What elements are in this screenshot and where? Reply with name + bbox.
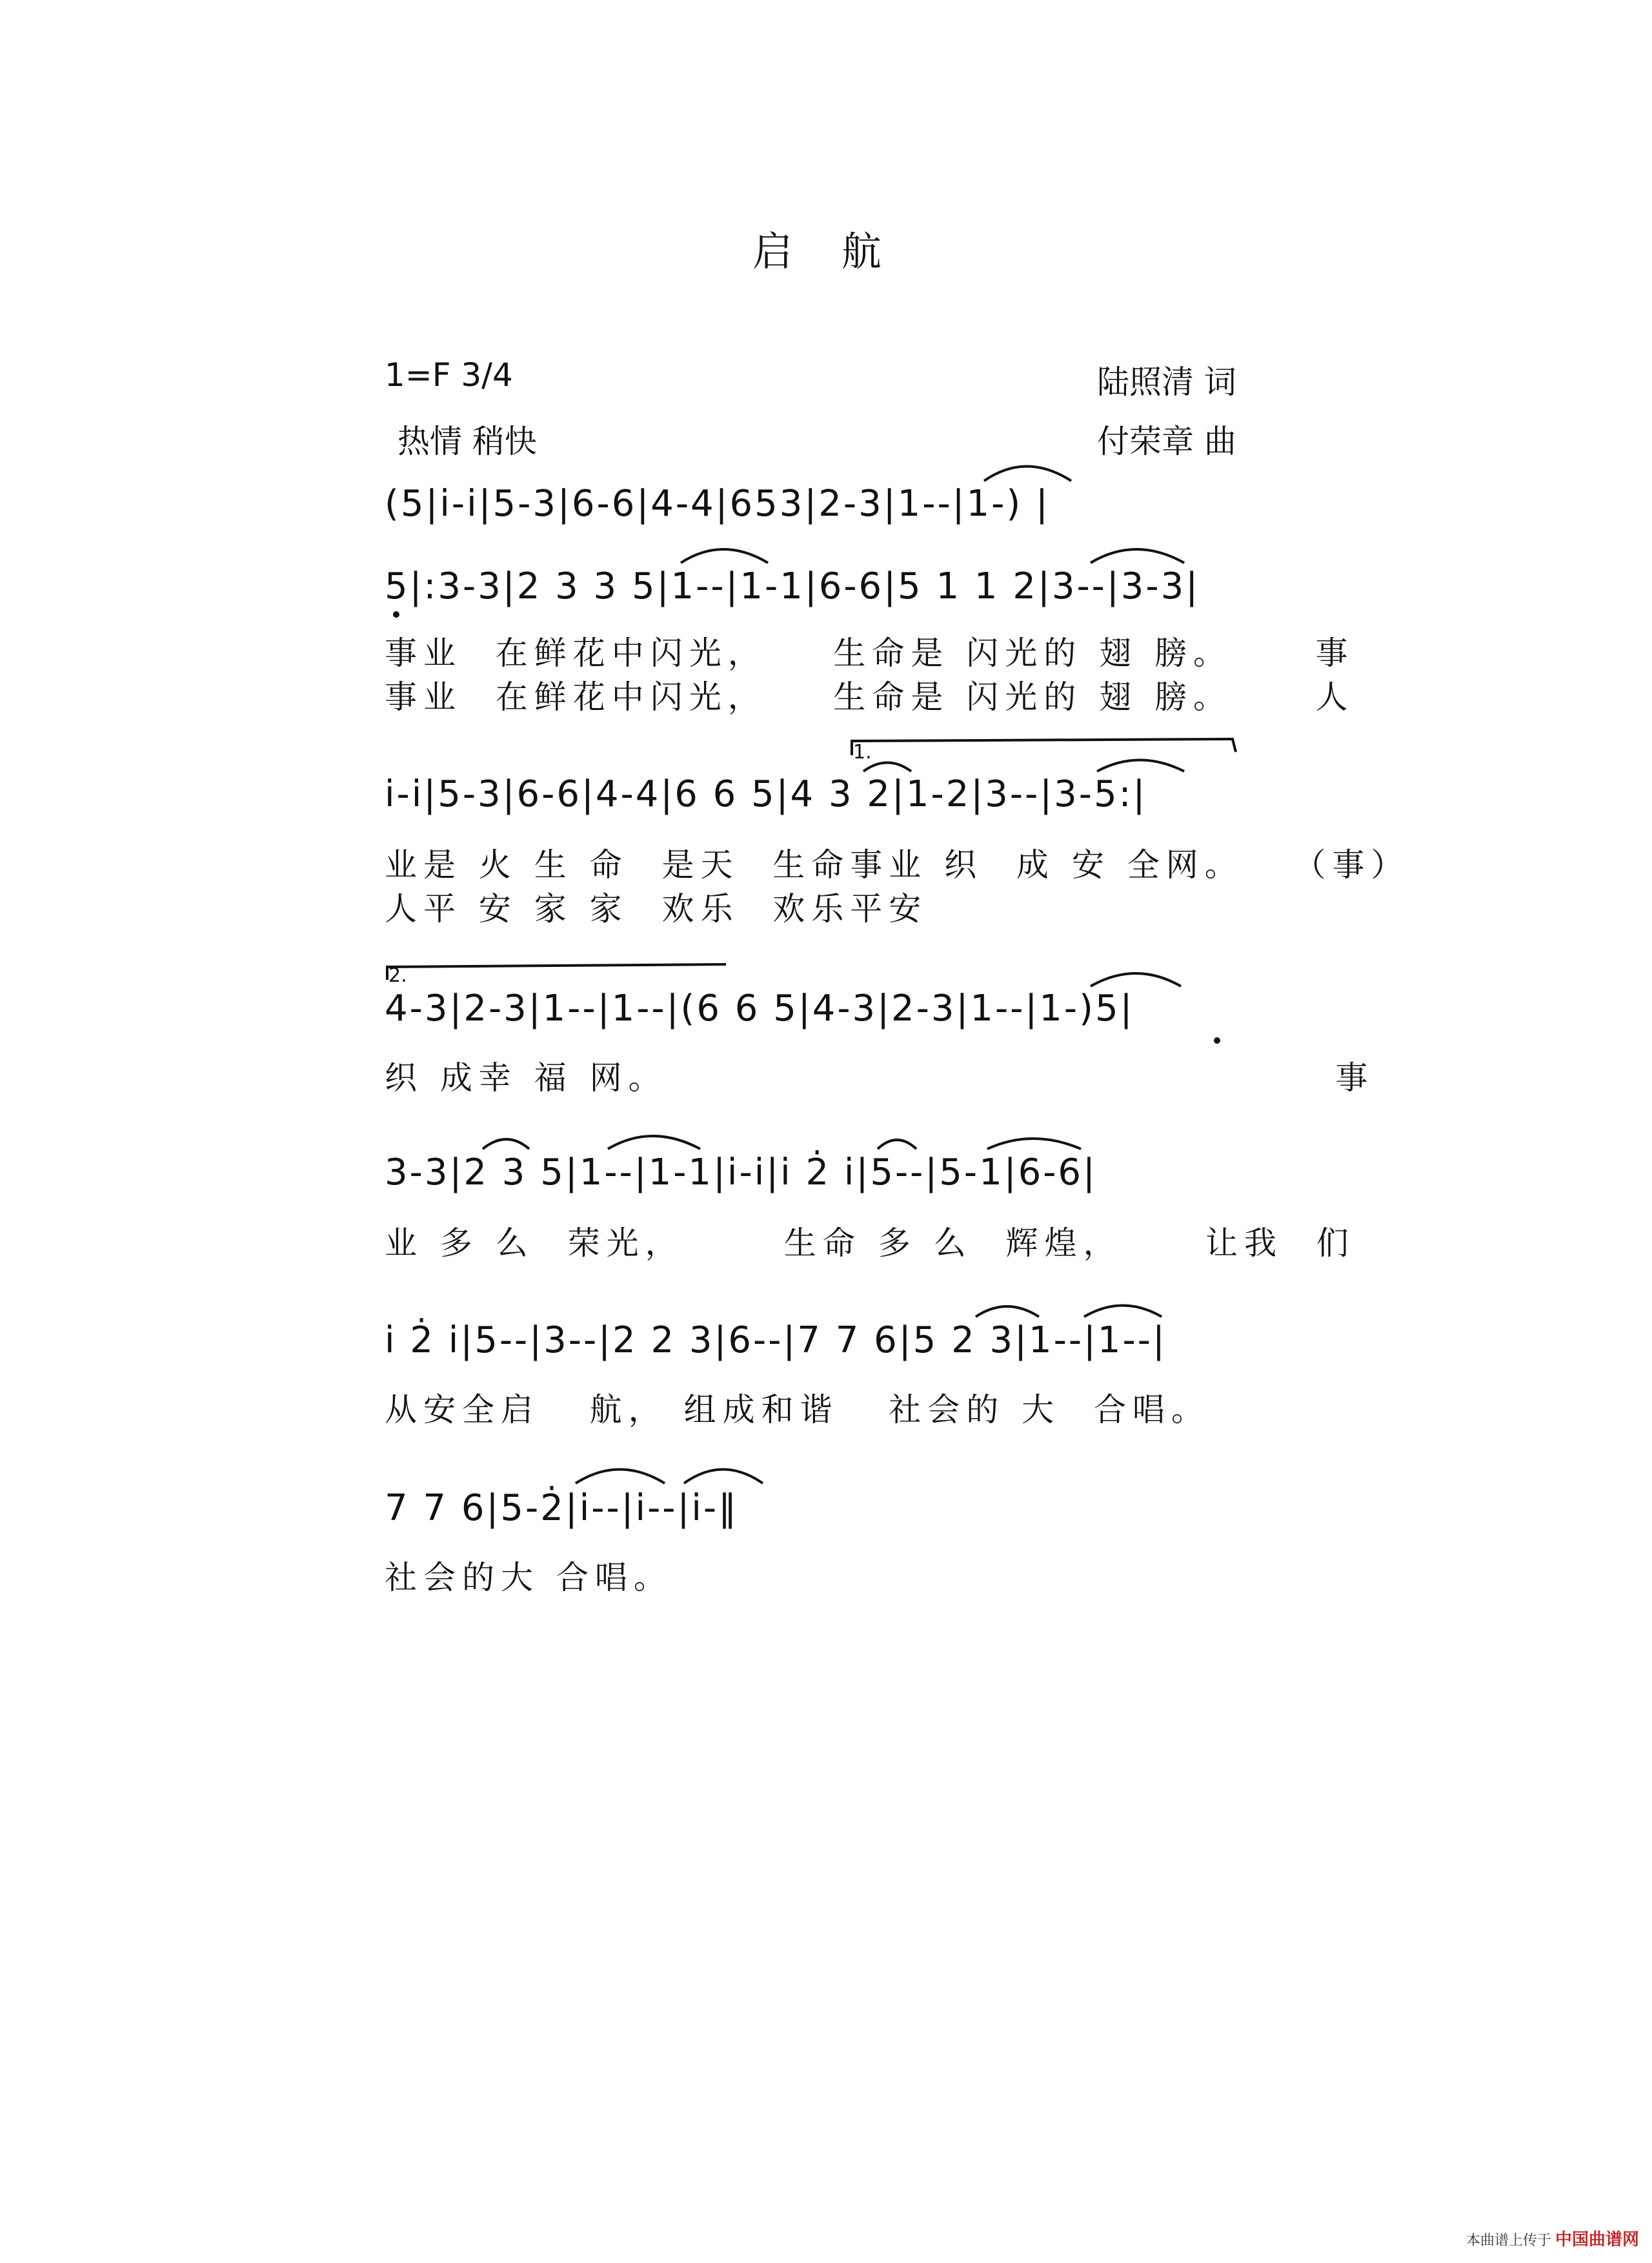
notation-line: i̇-i̇|5-3|6-6|4-4|6 6 5|4 3 2|1-2|3--|3-5:| <box>385 773 1147 815</box>
notation-line: 5|:3-3|2 3 3 5|1--|1-1|6-6|5 1 1 2|3--|3-3| <box>385 565 1200 607</box>
source-footer <box>1466 2226 1639 2250</box>
lyric-line: 人平 安 家 家 欢乐 欢乐平安 <box>385 890 928 928</box>
slur <box>608 1136 700 1149</box>
notation-line: 3-3|2 3 5|1--|1-1|i̇-i̇|i̇ 2̇ i̇|5--|5-1|6-6| <box>385 1152 1097 1193</box>
site-logo: 中国曲谱网 <box>1555 2230 1639 2249</box>
slur <box>681 549 768 563</box>
notation-line: 7 7 6|5-2̇|i̇--|i̇--|i̇-‖ <box>385 1487 739 1529</box>
song-title: 启 航 <box>752 228 900 275</box>
slur <box>984 467 1071 482</box>
lyric-line: 业是 火 生 命 是天 生命事业 织 成 安 全网。 （事） <box>385 846 1410 884</box>
slur <box>987 1139 1081 1149</box>
lyric-line: 业 多 么 荣光， 生命 多 么 辉煌， 让我 们 <box>385 1224 1355 1262</box>
lyric-line: 从安全启 航， 组成和谐 社会的 大 合唱。 <box>385 1391 1210 1428</box>
slur <box>576 1470 665 1484</box>
notation-line: i̇ 2̇ i̇|5--|3--|2 2 3|6--|7 7 6|5 2 3|1--|1--| <box>385 1319 1167 1361</box>
volta-label: 2. <box>388 964 407 987</box>
volta-bracket <box>852 739 1236 755</box>
footer-text: 本曲谱上传于 <box>1466 2233 1551 2249</box>
notation-line: 4-3|2-3|1--|1--|(6 6 5|4-3|2-3|1--|1-)5| <box>385 988 1134 1030</box>
slur <box>684 1470 763 1484</box>
lyric-line: 织 成幸 福 网。 事 <box>385 1059 1375 1097</box>
low-octave-dot <box>393 611 399 618</box>
tempo-marking: 热情 稍快 <box>398 423 537 460</box>
slur <box>976 1306 1039 1317</box>
slur <box>1091 549 1184 563</box>
lyric-line: 事业 在鲜花中闪光， 生命是 闪光的 翅 膀。 人 <box>385 678 1355 716</box>
low-octave-dot <box>1214 1037 1220 1044</box>
volta-bracket <box>387 964 726 980</box>
slur <box>1091 973 1181 986</box>
volta-label: 1. <box>853 741 872 764</box>
lyric-line: 社会的大 合唱。 <box>385 1559 672 1596</box>
slur <box>1084 1306 1162 1317</box>
lyricist-credit: 陆照清 词 <box>1097 363 1236 401</box>
key-signature: 1=F 3/4 <box>385 356 513 394</box>
composer-credit: 付荣章 曲 <box>1097 423 1236 460</box>
lyric-line: 事业 在鲜花中闪光， 生命是 闪光的 翅 膀。 事 <box>385 634 1355 672</box>
notation-line: (5|i̇-i̇|5-3|6-6|4-4|653|2-3|1--|1-) | <box>385 483 1050 525</box>
slur <box>1097 760 1184 772</box>
slur <box>878 1140 916 1149</box>
slur <box>483 1139 529 1149</box>
slur <box>863 763 911 772</box>
